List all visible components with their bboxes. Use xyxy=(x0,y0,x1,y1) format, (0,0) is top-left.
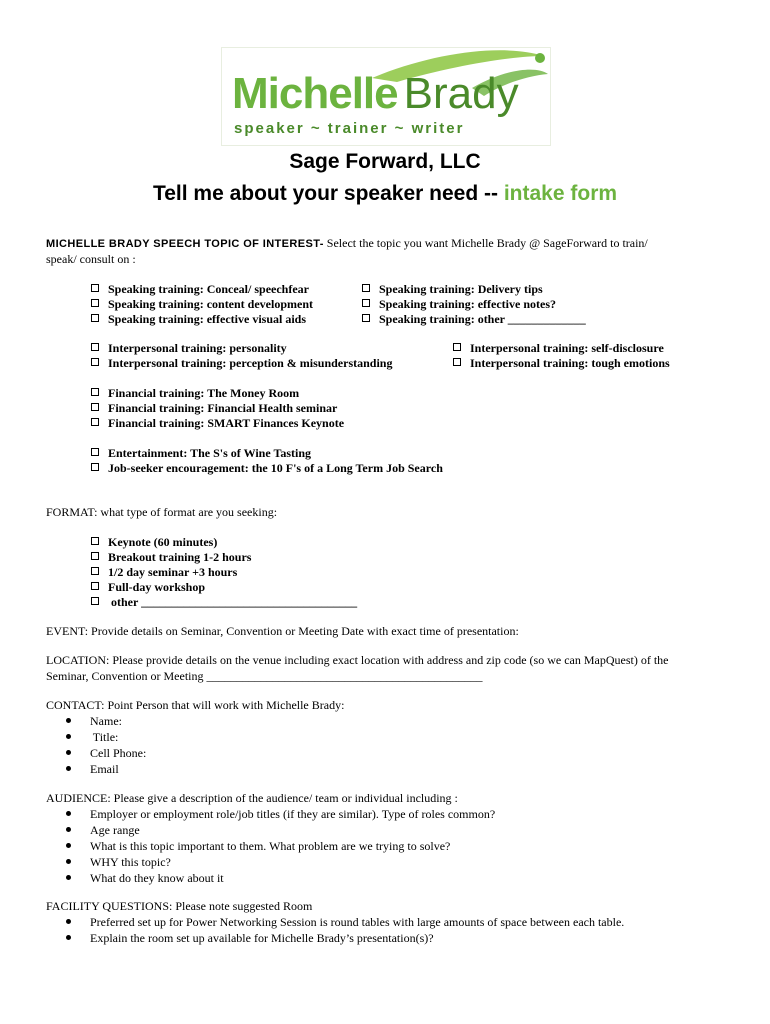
form-title-accent: intake form xyxy=(503,182,618,205)
option-interpersonal-perception[interactable]: Interpersonal training: perception & misunderstanding xyxy=(91,355,392,371)
format-half-day[interactable]: 1/2 day seminar +3 hours xyxy=(91,564,237,580)
contact-email: Email xyxy=(66,761,119,777)
checkbox-icon[interactable] xyxy=(91,552,99,560)
location-line1: LOCATION: Please provide details on the venue including exact location with address and zip code (so we can MapQuest) of the xyxy=(46,653,669,667)
audience-label: AUDIENCE: Please give a description of the audience/ team or individual including : xyxy=(46,791,458,805)
checkbox-icon[interactable] xyxy=(91,388,99,396)
facility-label: FACILITY QUESTIONS: Please note suggested Room xyxy=(46,899,313,913)
contact-title: Title: xyxy=(66,729,118,745)
event-section: EVENT: Provide details on Seminar, Convention or Meeting Date with exact time of presentation: xyxy=(46,624,519,638)
format-label: FORMAT: what type of format are you seeking: xyxy=(46,505,278,519)
topic-intro-line1: Select the topic you want Michelle Brady @ SageForward to train/ xyxy=(323,236,648,250)
topic-label: MICHELLE BRADY SPEECH TOPIC OF INTEREST- xyxy=(46,238,324,250)
option-speaking-notes[interactable]: Speaking training: effective notes? xyxy=(362,296,556,312)
form-title-main: Tell me about your speaker need -- xyxy=(152,182,498,205)
bullet-icon xyxy=(66,766,71,771)
contact-label: CONTACT: Point Person that will work with Michelle Brady: xyxy=(46,698,345,712)
option-job-seeker[interactable]: Job-seeker encouragement: the 10 F's of a Long Term Job Search xyxy=(91,460,443,476)
topic-intro-line2: speak/ consult on : xyxy=(46,252,136,266)
bullet-icon xyxy=(66,750,71,755)
option-financial-money-room[interactable]: Financial training: The Money Room xyxy=(91,385,299,401)
location-line2: Seminar, Convention or Meeting ______________________________________________ xyxy=(46,669,483,683)
contact-cell-phone: Cell Phone: xyxy=(66,745,146,761)
logo-last-name: Brady xyxy=(403,69,519,118)
option-speaking-delivery[interactable]: Speaking training: Delivery tips xyxy=(362,281,543,297)
bullet-icon xyxy=(66,935,71,940)
facility-item: Explain the room set up available for Michelle Brady’s presentation(s)? xyxy=(66,930,434,946)
checkbox-icon[interactable] xyxy=(91,358,99,366)
checkbox-icon[interactable] xyxy=(91,582,99,590)
checkbox-icon[interactable] xyxy=(91,448,99,456)
option-speaking-other[interactable]: Speaking training: other _____________ xyxy=(362,311,586,327)
logo-name xyxy=(232,70,519,118)
audience-item: WHY this topic? xyxy=(66,854,171,870)
option-interpersonal-personality[interactable]: Interpersonal training: personality xyxy=(91,340,287,356)
checkbox-icon[interactable] xyxy=(362,314,370,322)
checkbox-icon[interactable] xyxy=(91,418,99,426)
michelle-brady-logo xyxy=(221,47,551,146)
option-speaking-visual-aids[interactable]: Speaking training: effective visual aids xyxy=(91,311,306,327)
bullet-icon xyxy=(66,718,71,723)
checkbox-icon[interactable] xyxy=(91,537,99,545)
contact-name: Name: xyxy=(66,713,122,729)
bullet-icon xyxy=(66,919,71,924)
option-financial-smart[interactable]: Financial training: SMART Finances Keynote xyxy=(91,415,344,431)
audience-item: Age range xyxy=(66,822,140,838)
format-keynote[interactable]: Keynote (60 minutes) xyxy=(91,534,217,550)
option-interpersonal-tough-emotions[interactable]: Interpersonal training: tough emotions xyxy=(453,355,670,371)
audience-item: Employer or employment role/job titles (if they are similar). Type of roles common? xyxy=(66,806,495,822)
checkbox-icon[interactable] xyxy=(362,284,370,292)
checkbox-icon[interactable] xyxy=(91,343,99,351)
audience-item: What is this topic important to them. What problem are we trying to solve? xyxy=(66,838,450,854)
company-heading: Sage Forward, LLC xyxy=(289,150,481,173)
option-interpersonal-self-disclosure[interactable]: Interpersonal training: self-disclosure xyxy=(453,340,664,356)
bullet-icon xyxy=(66,734,71,739)
checkbox-icon[interactable] xyxy=(91,284,99,292)
checkbox-icon[interactable] xyxy=(362,299,370,307)
bullet-icon xyxy=(66,843,71,848)
option-speaking-content[interactable]: Speaking training: content development xyxy=(91,296,313,312)
bullet-icon xyxy=(66,859,71,864)
bullet-icon xyxy=(66,811,71,816)
checkbox-icon[interactable] xyxy=(91,597,99,605)
format-breakout[interactable]: Breakout training 1-2 hours xyxy=(91,549,251,565)
audience-item: What do they know about it xyxy=(66,870,224,886)
topic-intro xyxy=(46,235,648,252)
logo-tagline: speaker ~ trainer ~ writer xyxy=(234,120,465,137)
checkbox-icon[interactable] xyxy=(91,314,99,322)
checkbox-icon[interactable] xyxy=(453,343,461,351)
checkbox-icon[interactable] xyxy=(91,299,99,307)
form-title xyxy=(0,182,770,206)
bullet-icon xyxy=(66,875,71,880)
format-other[interactable]: other ____________________________________ xyxy=(91,594,357,610)
checkbox-icon[interactable] xyxy=(91,567,99,575)
facility-item: Preferred set up for Power Networking Session is round tables with large amounts of space between each table. xyxy=(66,914,624,930)
checkbox-icon[interactable] xyxy=(91,463,99,471)
checkbox-icon[interactable] xyxy=(91,403,99,411)
option-financial-health[interactable]: Financial training: Financial Health seminar xyxy=(91,400,337,416)
logo-first-name: Michelle xyxy=(232,69,398,118)
checkbox-icon[interactable] xyxy=(453,358,461,366)
option-entertainment-wine[interactable]: Entertainment: The S's of Wine Tasting xyxy=(91,445,311,461)
format-full-day[interactable]: Full-day workshop xyxy=(91,579,205,595)
option-speaking-conceal[interactable]: Speaking training: Conceal/ speechfear xyxy=(91,281,309,297)
bullet-icon xyxy=(66,827,71,832)
